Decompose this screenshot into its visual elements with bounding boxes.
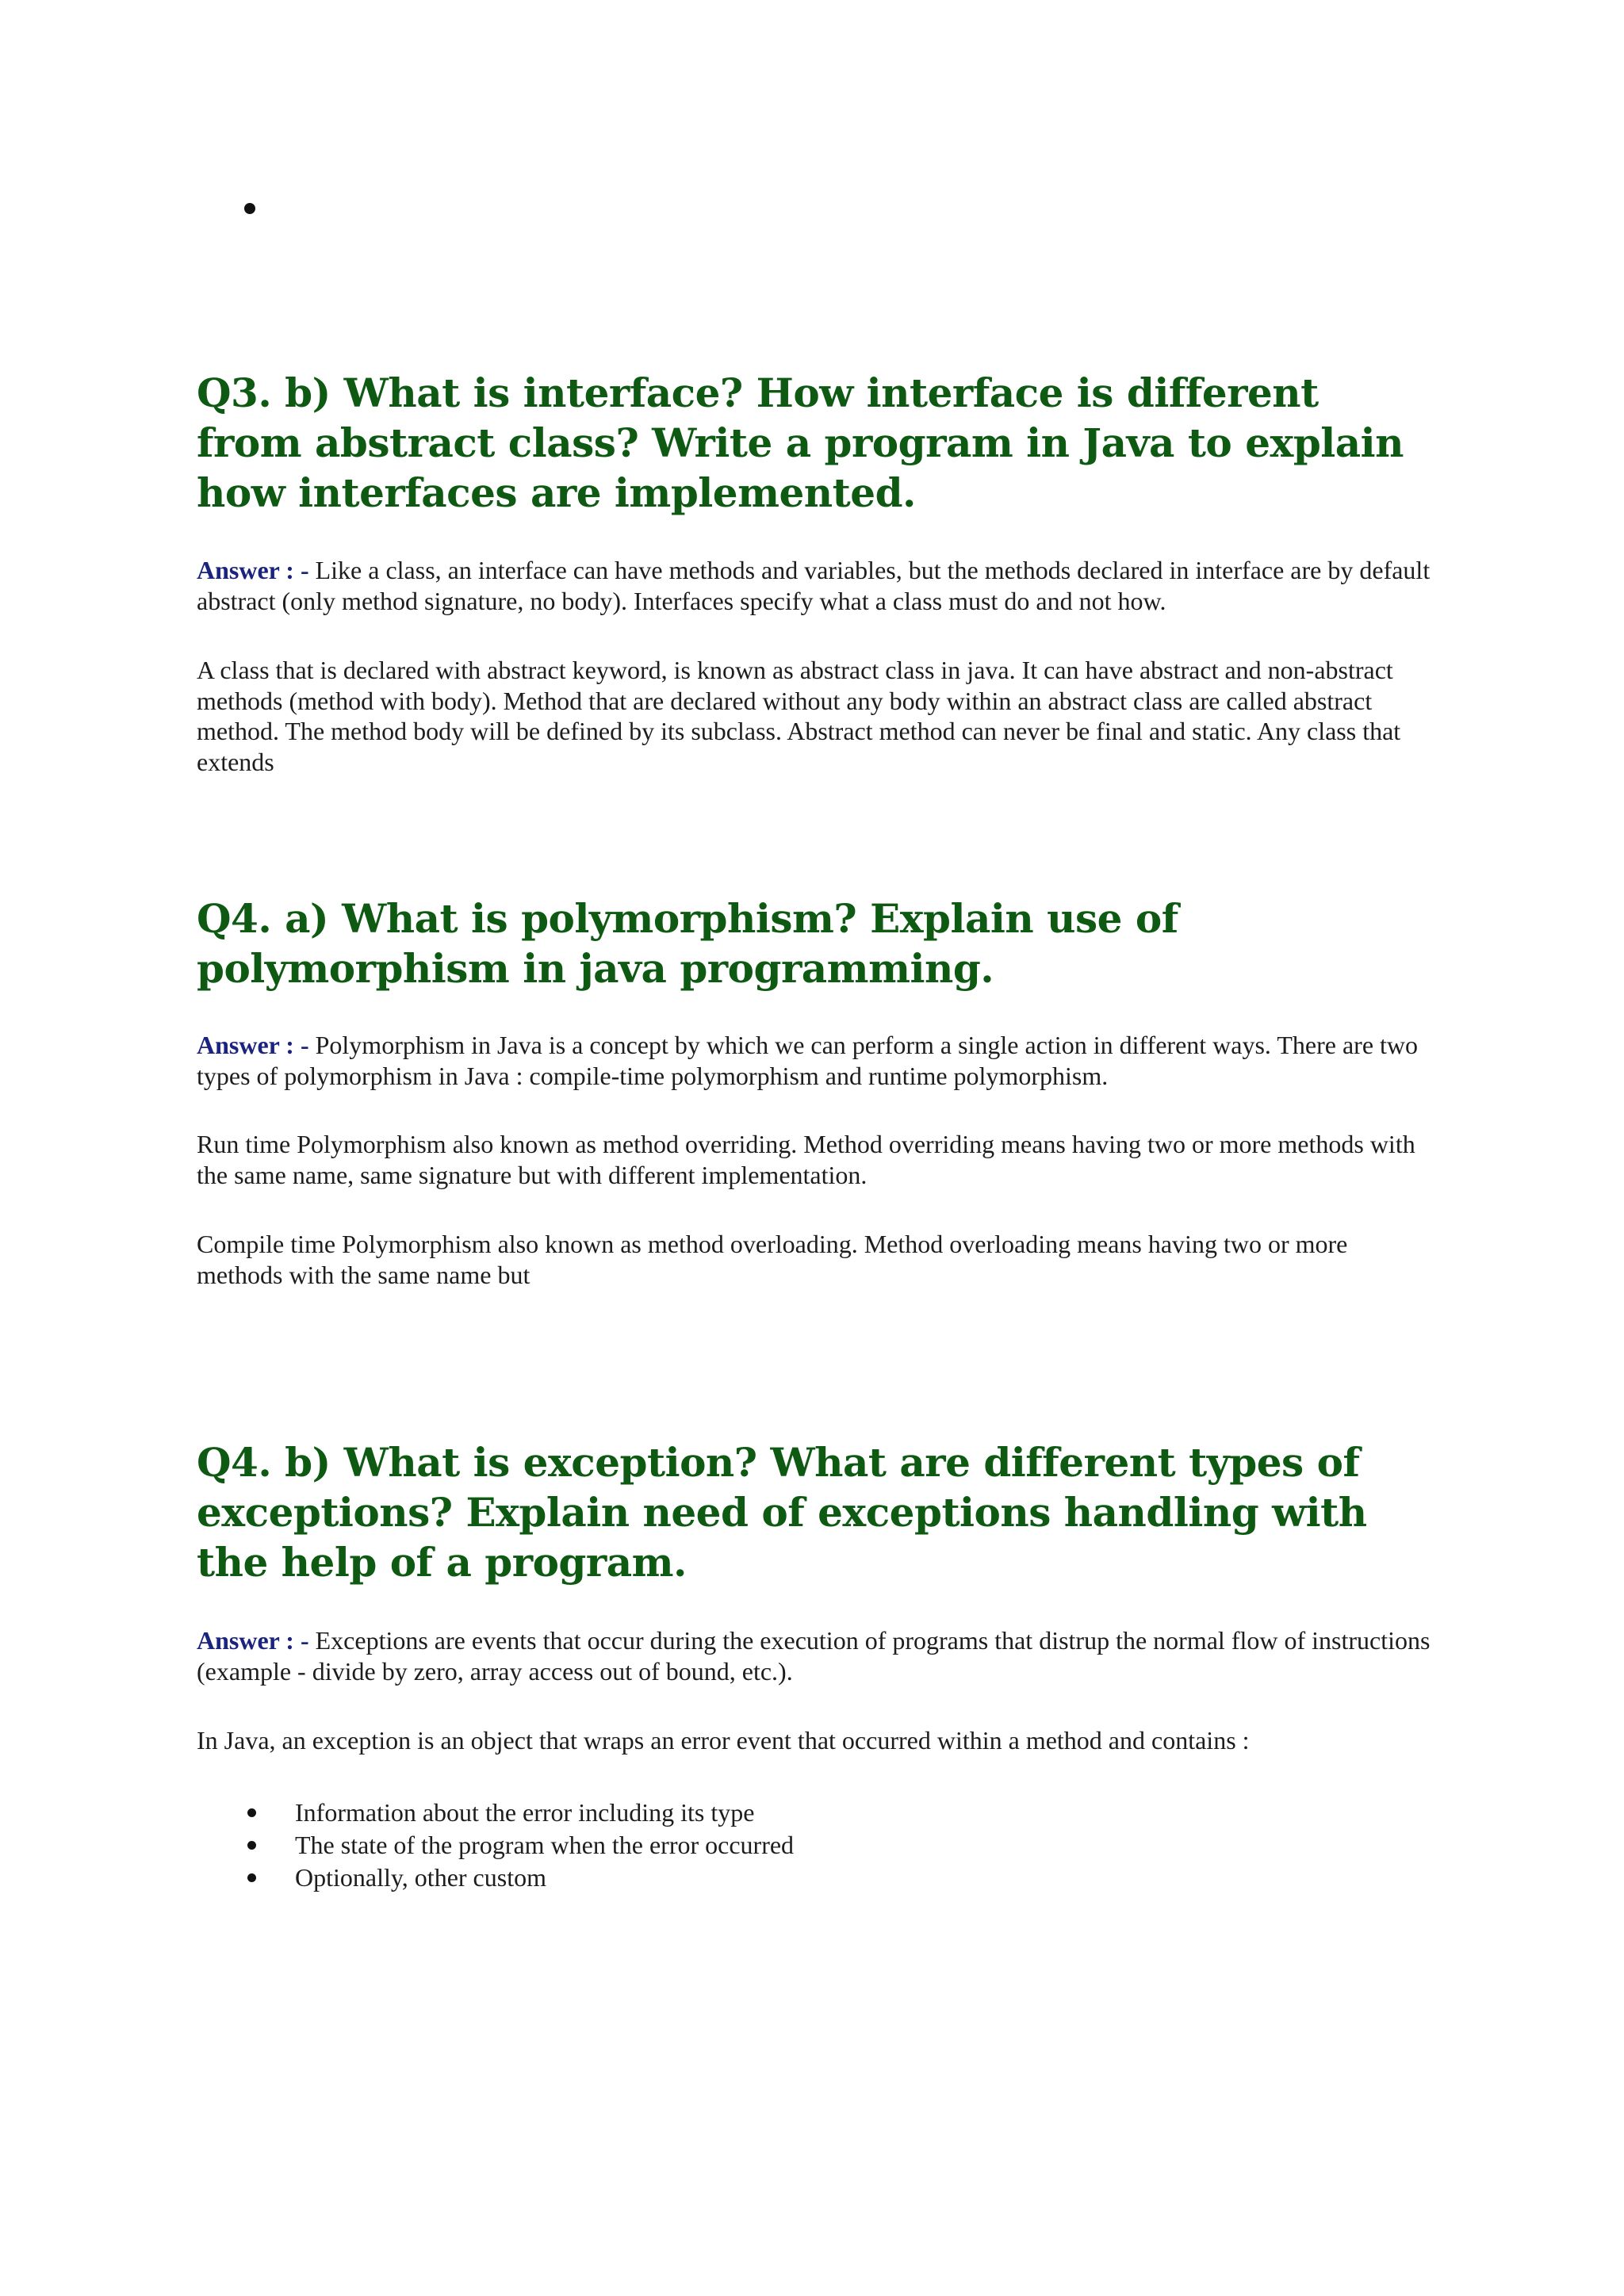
answer-label: Answer : - [197,556,316,584]
q3b-paragraph-2 [197,655,1434,777]
bullet-dot-icon [247,1841,256,1850]
question-heading: Q3. b) What is interface? How interface is different from abstract class? Write a program in Java to explain how interfaces are implemented. [197,369,1404,516]
section-q4a [197,894,1434,993]
empty-bullet-point [244,203,255,214]
body-paragraph: Compile time Polymorphism also known as method overloading. Method overloading means having two or more methods with the same name but [197,1230,1348,1289]
list-item-text: Information about the error including its type [295,1798,755,1827]
bullet-dot-icon [247,1808,256,1817]
q4b-bullet-list-container [197,1797,1434,1894]
answer-text: Exceptions are events that occur during the execution of programs that distrup the normal flow of instructions (example - divide by zero, array access out of bound, etc.). [197,1626,1431,1686]
q3b-answer [197,555,1434,616]
answer-label: Answer : - [197,1031,316,1059]
answer-label: Answer : - [197,1626,316,1655]
q4a-paragraph-2 [197,1129,1434,1190]
q4b-paragraph-2 [197,1725,1434,1756]
body-paragraph: Run time Polymorphism also known as method overriding. Method overriding means having two or more methods with the same name, same signature but with different implementation. [197,1130,1415,1189]
section-q3b [197,368,1434,518]
answer-text: Polymorphism in Java is a concept by which we can perform a single action in different ways. There are two types of polymorphism in Java : compile-time polymorphism and runtime polymorphism. [197,1031,1419,1090]
list-item [197,1797,1434,1829]
list-item [197,1829,1434,1862]
question-heading: Q4. b) What is exception? What are different types of exceptions? Explain need of exceptions handling with the help of a program. [197,1439,1367,1586]
q4a-paragraph-3 [197,1229,1434,1290]
list-item [197,1862,1434,1894]
q4b-answer [197,1625,1434,1686]
answer-text: Like a class, an interface can have methods and variables, but the methods declared in interface are by default abstract (only method signature, no body). Interfaces specify what a class must do and not how. [197,556,1431,615]
answer-paragraph [197,1030,1434,1091]
section-q4b [197,1437,1434,1587]
answer-paragraph [197,1625,1434,1686]
question-heading: Q4. a) What is polymorphism? Explain use of polymorphism in java programming. [197,895,1178,992]
list-item-text: Optionally, other custom [295,1863,546,1892]
bullet-dot-icon [247,1873,256,1882]
body-paragraph: In Java, an exception is an object that wraps an error event that occurred within a method and contains : [197,1726,1250,1755]
answer-paragraph [197,555,1434,616]
bullet-list [197,1797,1434,1894]
body-paragraph: A class that is declared with abstract keyword, is known as abstract class in java. It can have abstract and non-abstract methods (method with body). Method that are declared without any body within an abstract class are called abstract method. The method body will be defined by its subclass. Abstract method can never be final and static. Any class that extends [197,656,1401,776]
q4a-answer [197,1030,1434,1091]
list-item-text: The state of the program when the error occurred [295,1831,795,1859]
